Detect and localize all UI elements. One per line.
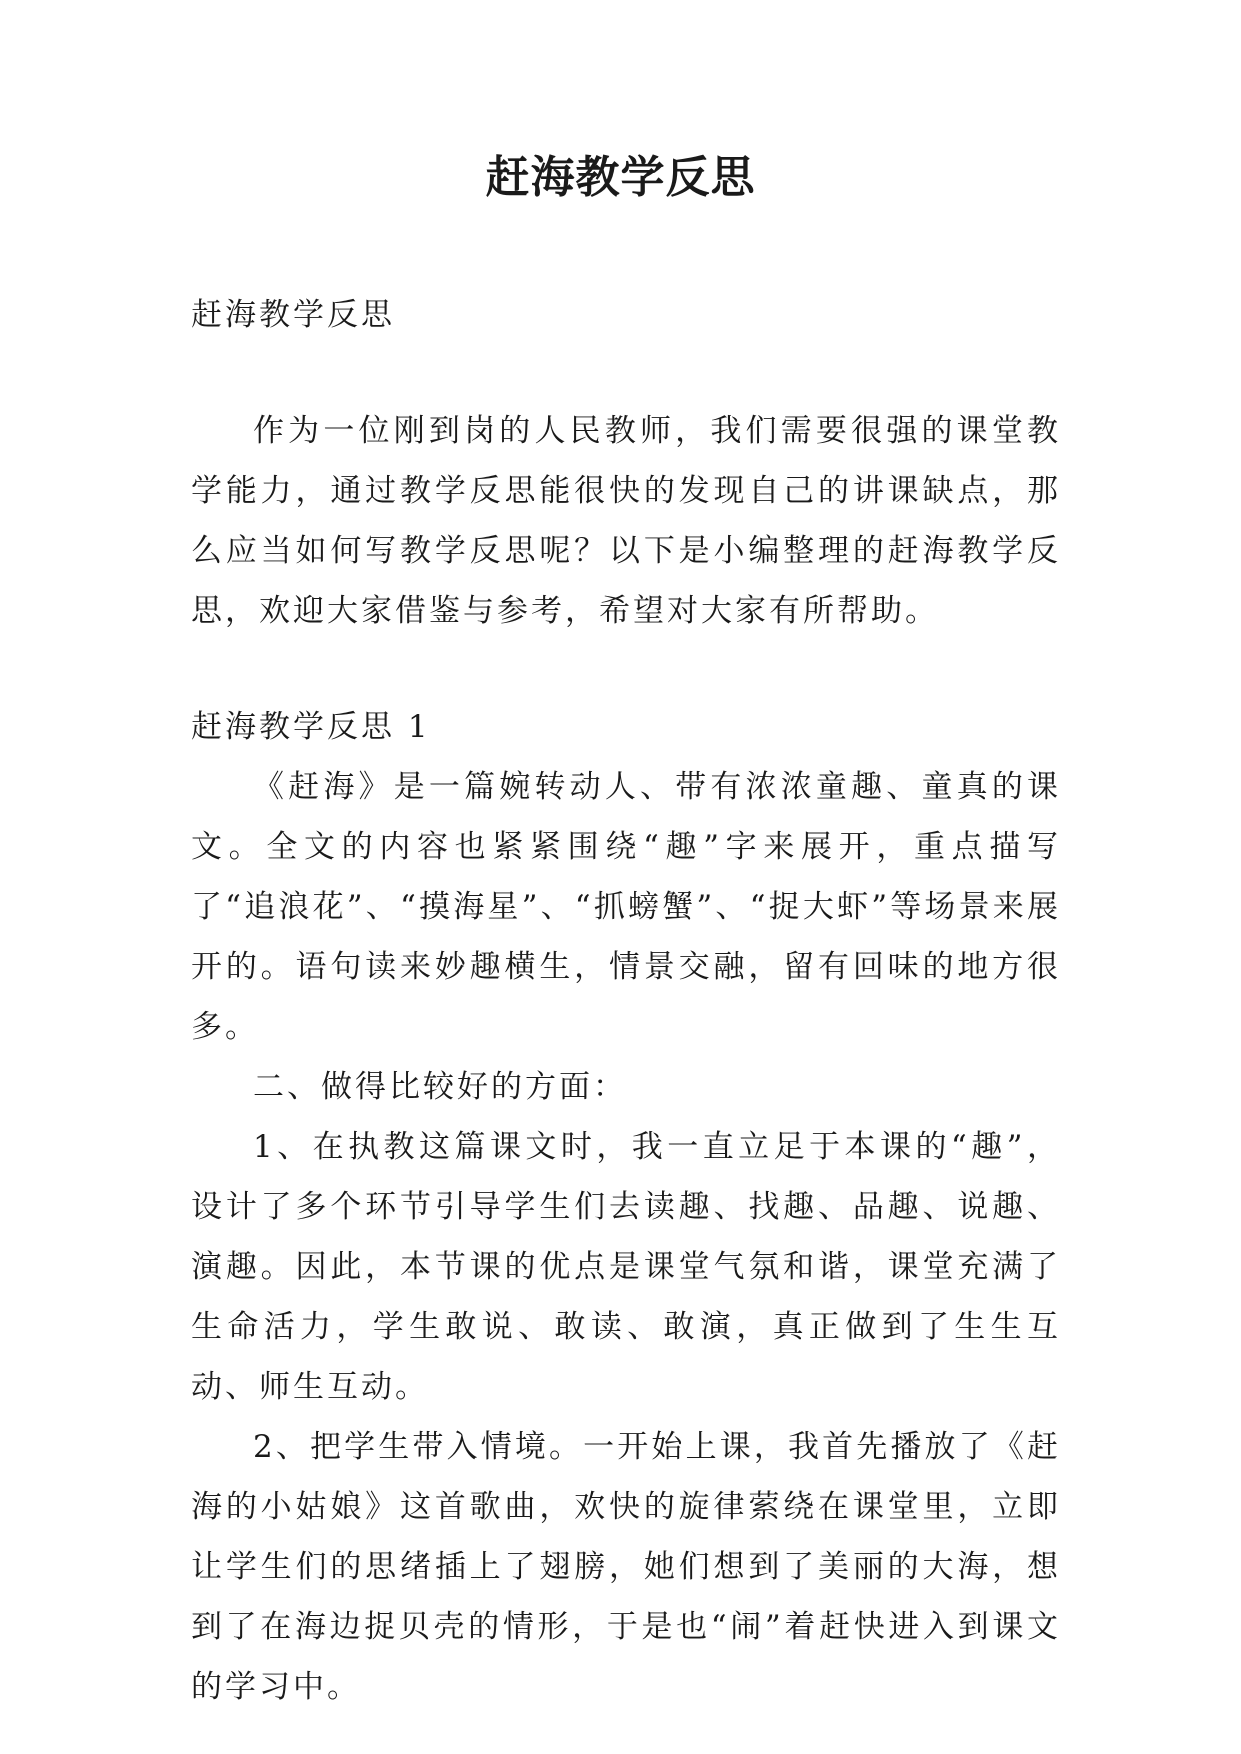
intro-paragraph: 作为一位刚到岗的人民教师，我们需要很强的课堂教学能力，通过教学反思能很快的发现自己的讲课缺点，那么应当如何写教学反思呢？以下是小编整理的赶海教学反思，欢迎大家借鉴与参考，希望对大家有所帮助。 <box>191 413 1061 629</box>
body-paragraph: 1、在执教这篇课文时，我一直立足于本课的“趣”，设计了多个环节引导学生们去读趣、找趣、品趣、说趣、演趣。因此，本节课的优点是课堂气氛和谐，课堂充满了生命活力，学生敢说、敢读、敢演，真正做到了生生互动、师生互动。 <box>191 1129 1061 1405</box>
body-paragraph: 《赶海》是一篇婉转动人、带有浓浓童趣、童真的课文。全文的内容也紧紧围绕“趣”字来展开，重点描写了“追浪花”、“摸海星”、“抓螃蟹”、“捉大虾”等场景来展开的。语句读来妙趣横生，情景交融，留有回味的地方很多。 <box>191 769 1061 1045</box>
spacer <box>191 345 1061 401</box>
body-paragraph: 2、把学生带入情境。一开始上课，我首先播放了《赶海的小姑娘》这首歌曲，欢快的旋律萦绕在课堂里，立即让学生们的思绪插上了翅膀，她们想到了美丽的大海，想到了在海边捉贝壳的情形，于是也“闹”着赶快进入到课文的学习中。 <box>191 1429 1061 1705</box>
document-subtitle: 赶海教学反思 <box>191 297 395 333</box>
document-body <box>191 285 1061 1717</box>
document-title: 赶海教学反思 <box>485 152 756 203</box>
spacer <box>191 641 1061 697</box>
section-heading: 赶海教学反思 1 <box>191 709 431 745</box>
body-paragraph: 二、做得比较好的方面： <box>253 1069 627 1105</box>
